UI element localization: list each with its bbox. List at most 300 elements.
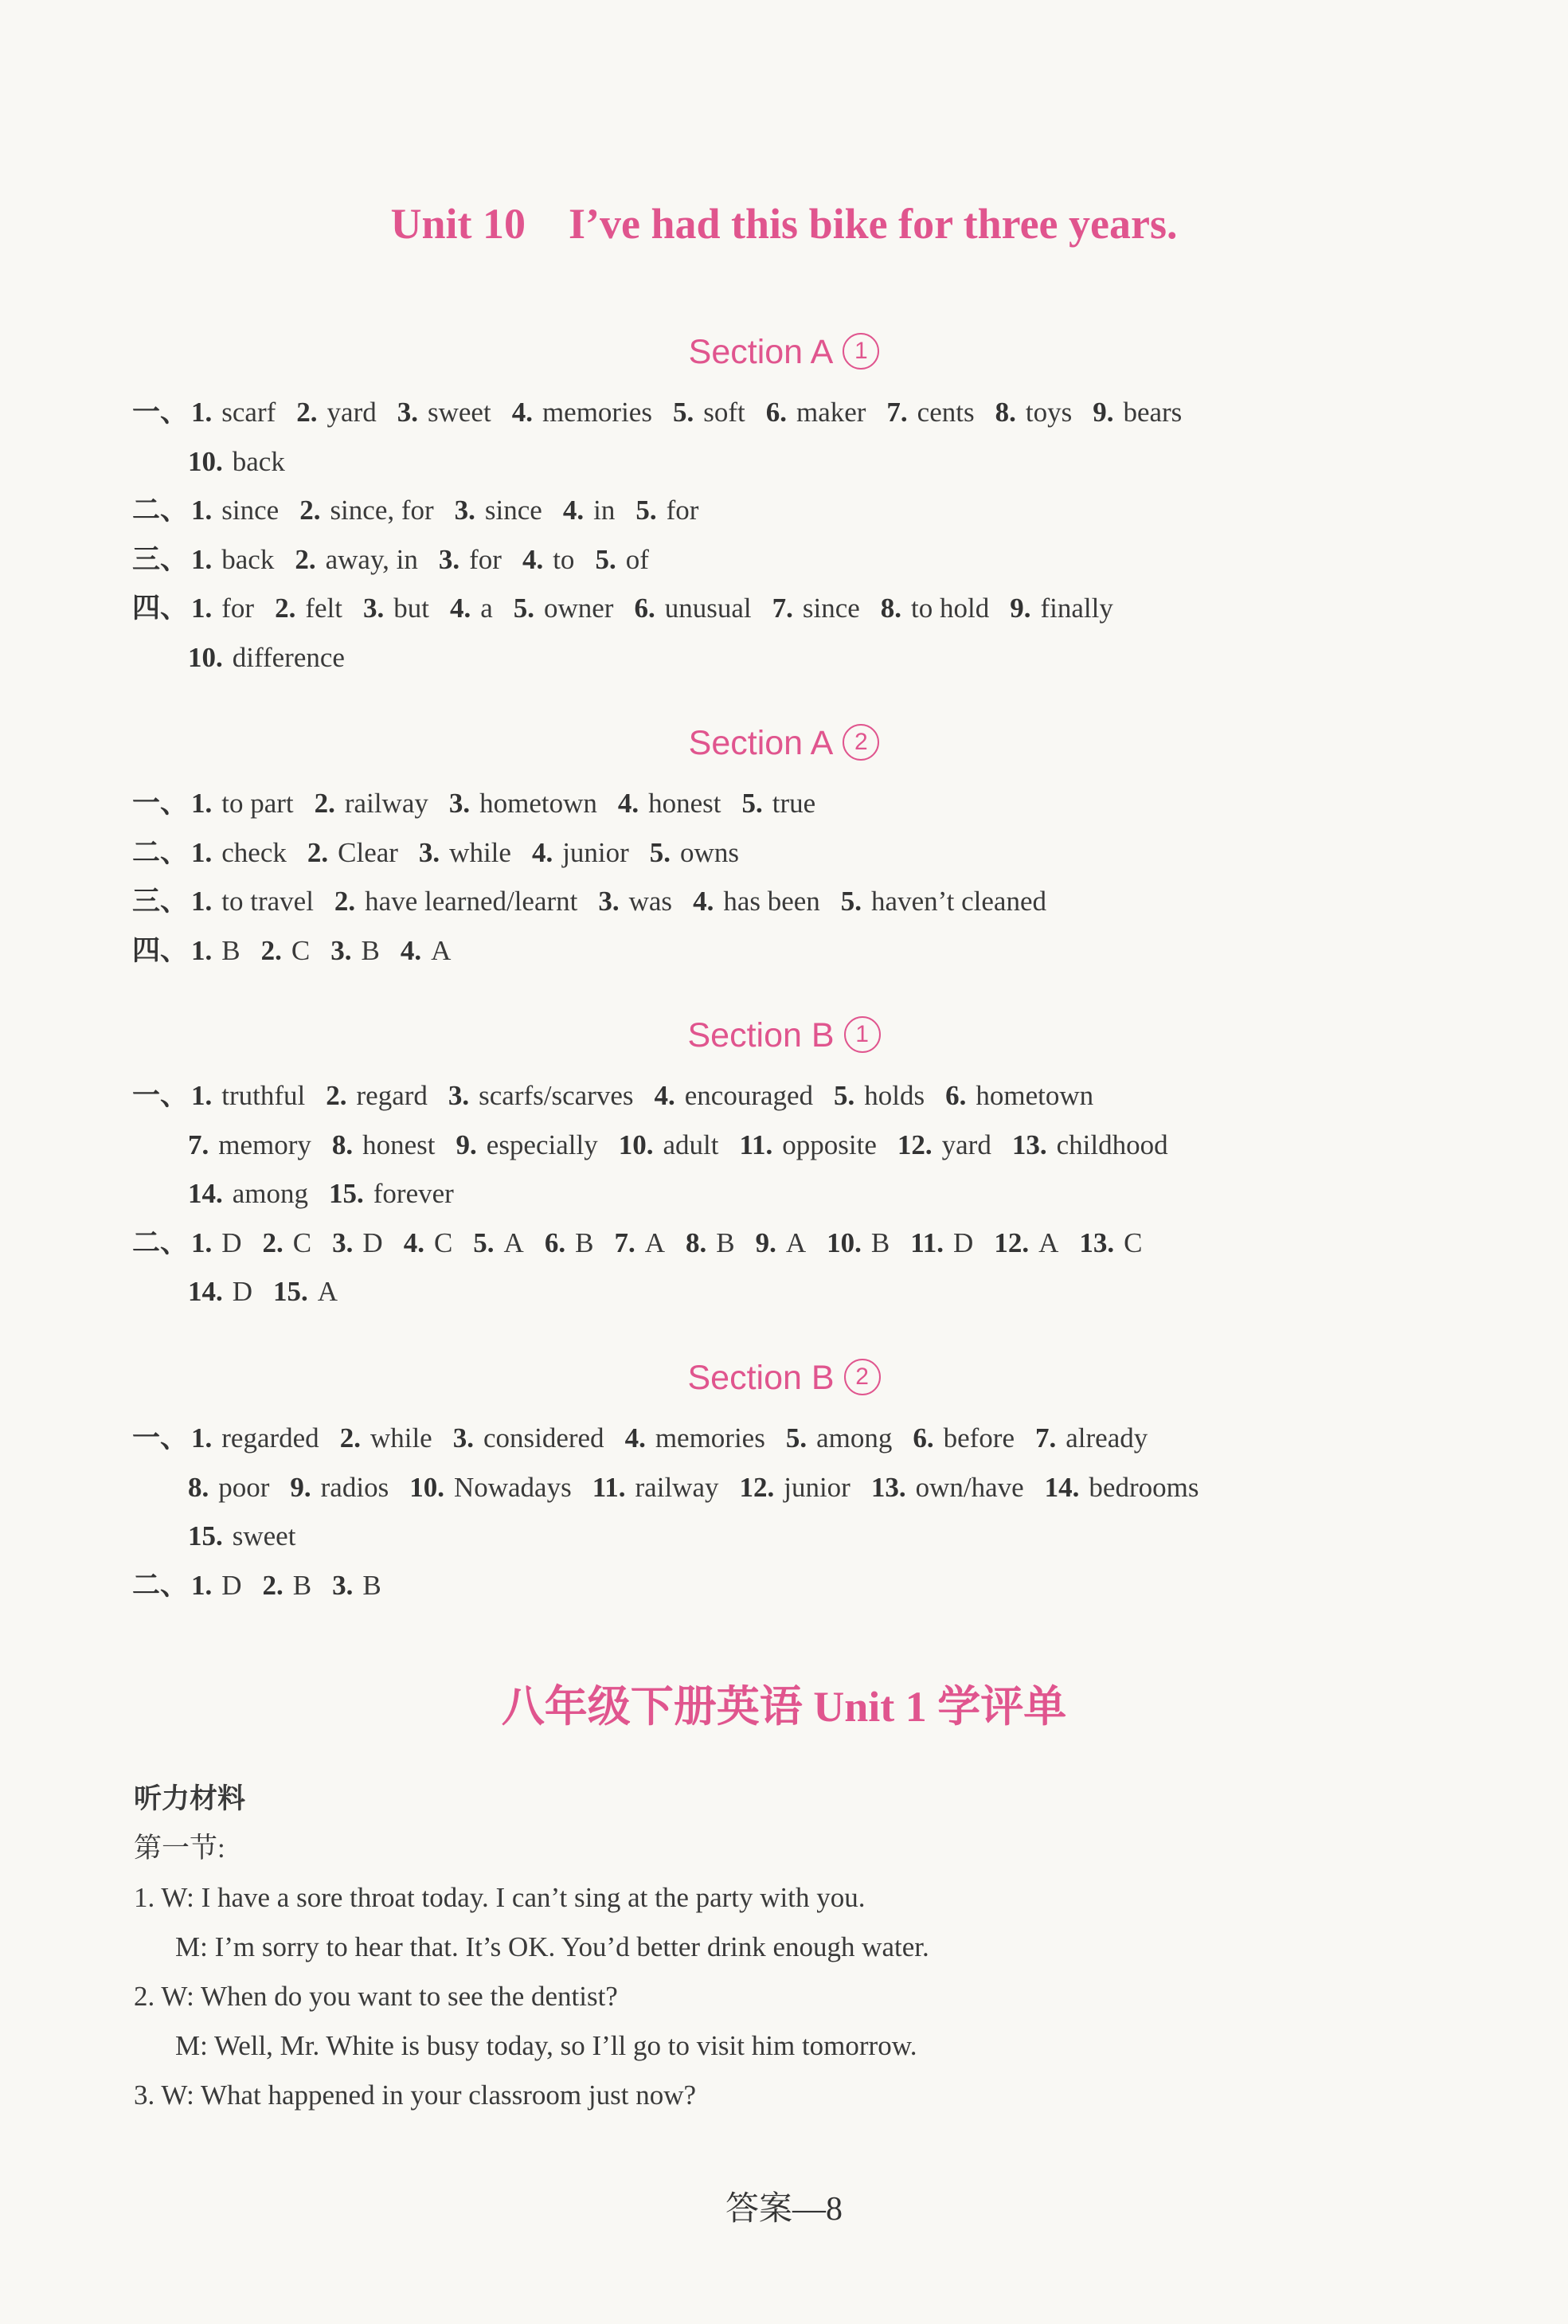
answer-number: 5. bbox=[595, 543, 616, 575]
listening-line: 1. W: I have a sore throat today. I can’t sing at the party with you. bbox=[134, 1882, 866, 1913]
answer-number: 3. bbox=[332, 1569, 354, 1601]
answer-text: B bbox=[575, 1227, 594, 1258]
question-group-label: 二、 bbox=[132, 1569, 189, 1601]
answer-item bbox=[404, 1223, 453, 1263]
answer-number: 15. bbox=[329, 1178, 364, 1209]
question-group-label: 一、 bbox=[132, 788, 189, 819]
answer-text: memory bbox=[218, 1129, 311, 1160]
answer-number: 2. bbox=[299, 495, 321, 526]
answer-item bbox=[522, 540, 574, 580]
question-group-label: 三、 bbox=[132, 886, 189, 917]
answer-text: C bbox=[291, 934, 311, 966]
answer-line bbox=[188, 1468, 1219, 1508]
answer-text: sweet bbox=[427, 397, 491, 428]
section-title bbox=[0, 331, 1568, 374]
answer-item bbox=[1035, 1418, 1148, 1458]
section-number-badge: 2 bbox=[844, 1359, 881, 1395]
answer-number: 3. bbox=[448, 1080, 470, 1111]
answer-item bbox=[409, 1468, 572, 1508]
answer-text: junior bbox=[784, 1471, 850, 1503]
answer-item bbox=[188, 1272, 252, 1312]
answer-text: D bbox=[362, 1227, 383, 1258]
answer-line bbox=[188, 638, 366, 678]
question-group-label: 一、 bbox=[132, 1422, 189, 1453]
section-title bbox=[0, 1014, 1568, 1057]
answer-item bbox=[673, 393, 745, 432]
answer-line bbox=[132, 491, 719, 530]
answer-item bbox=[191, 1076, 305, 1116]
answer-number: 14. bbox=[1044, 1471, 1080, 1503]
answer-number: 1. bbox=[191, 788, 213, 819]
answer-item bbox=[1079, 1223, 1142, 1263]
answer-text: but bbox=[393, 593, 429, 624]
answer-text: honest bbox=[648, 788, 721, 819]
answer-text: bears bbox=[1123, 397, 1183, 428]
answer-text: D bbox=[953, 1227, 974, 1258]
listening-heading: 听力材料 bbox=[134, 1783, 246, 1814]
answer-item bbox=[766, 393, 866, 432]
answer-item bbox=[191, 931, 240, 971]
answer-line bbox=[188, 1516, 316, 1556]
answer-number: 8. bbox=[995, 397, 1016, 428]
answer-item bbox=[315, 784, 428, 824]
answer-line bbox=[132, 1076, 1114, 1116]
answer-item bbox=[332, 1223, 383, 1263]
answer-item bbox=[456, 1125, 598, 1165]
eval-title: 八年级下册英语 Unit 1 学评单 bbox=[501, 1683, 1067, 1731]
answer-item bbox=[188, 442, 285, 482]
answer-text: railway bbox=[635, 1471, 719, 1503]
answer-item bbox=[786, 1418, 893, 1458]
answer-number: 10. bbox=[188, 641, 223, 673]
answer-text: to bbox=[553, 543, 575, 575]
answer-text: A bbox=[785, 1227, 807, 1258]
answer-text: B bbox=[221, 934, 240, 966]
answer-item bbox=[625, 1418, 765, 1458]
answer-item bbox=[614, 1223, 665, 1263]
answer-text: yard bbox=[941, 1129, 991, 1160]
answer-number: 4. bbox=[511, 397, 533, 428]
answer-item bbox=[655, 1076, 814, 1116]
answer-item bbox=[332, 1125, 436, 1165]
answer-text: scarfs/scarves bbox=[479, 1080, 634, 1111]
answer-text: for bbox=[221, 593, 255, 624]
answer-line bbox=[188, 1272, 358, 1312]
answer-number: 4. bbox=[693, 886, 714, 917]
answer-item bbox=[512, 393, 652, 432]
answer-number: 2. bbox=[296, 397, 318, 428]
answer-item bbox=[290, 1468, 389, 1508]
answer-item bbox=[1045, 1468, 1199, 1508]
answer-text: regard bbox=[356, 1080, 428, 1111]
answer-item bbox=[756, 1223, 807, 1263]
answer-item bbox=[871, 1468, 1024, 1508]
answer-number: 1. bbox=[191, 934, 213, 966]
answer-text: back bbox=[232, 445, 285, 477]
question-group-label: 一、 bbox=[132, 1080, 189, 1111]
answer-number: 3. bbox=[448, 788, 471, 819]
answer-item bbox=[739, 1468, 850, 1508]
listening-line: 2. W: When do you want to see the dentist? bbox=[134, 1981, 618, 2012]
answer-item bbox=[401, 931, 452, 971]
answer-item bbox=[191, 1418, 319, 1458]
answer-text: junior bbox=[562, 836, 629, 868]
answer-number: 2. bbox=[307, 836, 329, 868]
answer-number: 10. bbox=[618, 1129, 654, 1160]
answer-number: 1. bbox=[191, 836, 213, 868]
answer-item bbox=[598, 882, 672, 921]
answer-text: while bbox=[449, 836, 511, 868]
section-number-badge: 1 bbox=[844, 1016, 881, 1053]
answer-number: 2. bbox=[326, 1080, 347, 1111]
section-number-badge: 2 bbox=[843, 724, 879, 761]
answer-text: memories bbox=[542, 397, 652, 428]
answer-number: 13. bbox=[1079, 1227, 1115, 1258]
question-group-label: 二、 bbox=[132, 495, 189, 526]
answer-item bbox=[913, 1418, 1015, 1458]
answer-item bbox=[881, 589, 989, 628]
answer-item bbox=[191, 784, 294, 824]
section-title bbox=[0, 1356, 1568, 1399]
answer-line bbox=[132, 882, 1067, 921]
answer-item bbox=[448, 1076, 634, 1116]
answer-number: 9. bbox=[290, 1471, 311, 1503]
answer-text: forever bbox=[373, 1178, 454, 1209]
answer-text: felt bbox=[305, 593, 342, 624]
answer-item bbox=[191, 393, 276, 432]
answer-number: 13. bbox=[870, 1471, 906, 1503]
answer-number: 6. bbox=[765, 397, 787, 428]
answer-item bbox=[635, 491, 698, 530]
answer-line bbox=[132, 393, 1202, 432]
answer-text: of bbox=[625, 543, 649, 575]
answer-item bbox=[191, 491, 279, 530]
answer-item bbox=[995, 393, 1073, 432]
answer-text: B bbox=[362, 1569, 381, 1601]
answer-text: memories bbox=[655, 1422, 765, 1453]
answer-item bbox=[188, 1468, 269, 1508]
answer-text: cents bbox=[917, 397, 975, 428]
question-group-label: 二、 bbox=[132, 1227, 189, 1258]
answer-number: 9. bbox=[755, 1227, 776, 1258]
answer-number: 5. bbox=[513, 593, 534, 624]
answer-number: 12. bbox=[897, 1129, 933, 1160]
answer-text: Nowadays bbox=[453, 1471, 572, 1503]
answer-text: hometown bbox=[479, 788, 597, 819]
answer-number: 4. bbox=[522, 543, 544, 575]
answer-item bbox=[330, 931, 380, 971]
answer-number: 11. bbox=[739, 1129, 773, 1160]
answer-item bbox=[886, 393, 974, 432]
answer-number: 7. bbox=[886, 397, 908, 428]
answer-number: 7. bbox=[188, 1129, 209, 1160]
answer-text: to travel bbox=[221, 886, 314, 917]
answer-text: C bbox=[433, 1227, 453, 1258]
answer-text: true bbox=[772, 788, 816, 819]
answer-text: sweet bbox=[232, 1520, 296, 1551]
answer-text: for bbox=[469, 543, 502, 575]
answer-text: holds bbox=[864, 1080, 925, 1111]
answer-text: among bbox=[232, 1178, 309, 1209]
answer-number: 3. bbox=[452, 1422, 474, 1453]
answer-number: 2. bbox=[339, 1422, 361, 1453]
answer-item bbox=[693, 882, 820, 921]
answer-item bbox=[618, 784, 721, 824]
answer-number: 10. bbox=[188, 445, 223, 477]
answer-text: A bbox=[317, 1276, 338, 1307]
answer-text: railway bbox=[344, 788, 428, 819]
answer-number: 9. bbox=[456, 1129, 477, 1160]
answer-number: 4. bbox=[624, 1422, 646, 1453]
answer-number: 13. bbox=[1011, 1129, 1047, 1160]
answer-number: 4. bbox=[654, 1080, 675, 1111]
answer-text: radios bbox=[320, 1471, 389, 1503]
answer-text: A bbox=[644, 1227, 665, 1258]
answer-item bbox=[453, 1418, 604, 1458]
answer-number: 4. bbox=[403, 1227, 424, 1258]
answer-text: D bbox=[221, 1569, 242, 1601]
answer-item bbox=[307, 833, 398, 873]
answer-text: in bbox=[593, 495, 616, 526]
answer-text: own/have bbox=[915, 1471, 1024, 1503]
answer-text: B bbox=[292, 1569, 312, 1601]
answer-text: has been bbox=[723, 886, 820, 917]
answer-item bbox=[834, 1076, 925, 1116]
answer-line bbox=[132, 1566, 402, 1606]
question-group-label: 四、 bbox=[132, 593, 189, 624]
answer-item bbox=[994, 1223, 1058, 1263]
answer-number: 5. bbox=[672, 397, 694, 428]
answer-text: owns bbox=[680, 836, 739, 868]
answer-number: 2. bbox=[334, 886, 356, 917]
answer-number: 7. bbox=[614, 1227, 635, 1258]
section-title-text: Section B bbox=[687, 1016, 835, 1054]
answer-text: have learned/learnt bbox=[365, 886, 578, 917]
answer-text: maker bbox=[796, 397, 866, 428]
answer-number: 1. bbox=[191, 1080, 213, 1111]
answer-number: 14. bbox=[188, 1276, 223, 1307]
section-title-text: Section B bbox=[687, 1359, 835, 1397]
answer-item bbox=[191, 882, 314, 921]
answer-item bbox=[514, 589, 614, 628]
answer-text: for bbox=[666, 495, 699, 526]
answer-text: soft bbox=[703, 397, 745, 428]
section-title bbox=[0, 722, 1568, 765]
answer-item bbox=[188, 1174, 308, 1214]
answer-number: 12. bbox=[994, 1227, 1030, 1258]
answer-number: 1. bbox=[191, 495, 213, 526]
answer-item bbox=[191, 833, 287, 873]
answer-number: 1. bbox=[191, 1569, 213, 1601]
answer-item bbox=[1012, 1125, 1168, 1165]
answer-text: since bbox=[221, 495, 280, 526]
answer-number: 1. bbox=[191, 1422, 213, 1453]
answer-text: A bbox=[503, 1227, 524, 1258]
question-group-label: 一、 bbox=[132, 397, 189, 428]
answer-number: 5. bbox=[741, 788, 763, 819]
answer-number: 5. bbox=[635, 495, 657, 526]
answer-text: B bbox=[870, 1227, 890, 1258]
answer-number: 14. bbox=[188, 1178, 223, 1209]
answer-text: while bbox=[370, 1422, 432, 1453]
answer-number: 4. bbox=[400, 934, 422, 966]
answer-item bbox=[450, 589, 493, 628]
answer-item bbox=[1093, 393, 1182, 432]
answer-number: 2. bbox=[262, 1227, 283, 1258]
answer-item bbox=[439, 540, 502, 580]
answer-text: C bbox=[1124, 1227, 1143, 1258]
answer-number: 10. bbox=[409, 1471, 444, 1503]
answer-number: 9. bbox=[1093, 397, 1114, 428]
answer-number: 3. bbox=[598, 886, 620, 917]
answer-number: 1. bbox=[191, 543, 213, 575]
answer-text: hometown bbox=[976, 1080, 1094, 1111]
answer-number: 7. bbox=[1035, 1422, 1057, 1453]
answer-item bbox=[299, 491, 433, 530]
answer-number: 2. bbox=[275, 593, 296, 624]
listening-part: 第一节: bbox=[134, 1833, 225, 1864]
answer-number: 3. bbox=[418, 836, 440, 868]
answer-item bbox=[191, 589, 254, 628]
answer-line bbox=[188, 442, 306, 482]
answer-number: 8. bbox=[331, 1129, 354, 1160]
answer-number: 2. bbox=[314, 788, 335, 819]
listening-line: 3. W: What happened in your classroom just now? bbox=[134, 2079, 697, 2111]
answer-line bbox=[188, 1174, 475, 1214]
listening-line: M: I’m sorry to hear that. It’s OK. You’d better drink enough water. bbox=[175, 1931, 929, 1962]
answer-text: before bbox=[943, 1422, 1015, 1453]
answer-text: was bbox=[628, 886, 673, 917]
answer-line bbox=[132, 833, 760, 873]
answer-text: truthful bbox=[221, 1080, 306, 1111]
answer-text: among bbox=[816, 1422, 893, 1453]
answer-item bbox=[191, 1223, 242, 1263]
answer-text: regarded bbox=[221, 1422, 319, 1453]
answer-line bbox=[132, 1418, 1168, 1458]
answer-item bbox=[449, 784, 597, 824]
answer-number: 6. bbox=[945, 1080, 967, 1111]
answer-text: C bbox=[292, 1227, 312, 1258]
answer-text: B bbox=[361, 934, 380, 966]
answer-number: 5. bbox=[840, 886, 862, 917]
answer-number: 11. bbox=[592, 1471, 626, 1503]
answer-text: toys bbox=[1025, 397, 1073, 428]
answer-item bbox=[263, 1223, 312, 1263]
answer-item bbox=[296, 393, 376, 432]
answer-number: 3. bbox=[362, 593, 385, 624]
answer-number: 5. bbox=[785, 1422, 807, 1453]
answer-number: 6. bbox=[913, 1422, 934, 1453]
answer-number: 6. bbox=[634, 593, 655, 624]
answer-item bbox=[261, 931, 311, 971]
answer-number: 8. bbox=[685, 1227, 707, 1258]
answer-item bbox=[295, 540, 418, 580]
listening-line: M: Well, Mr. White is busy today, so I’ll go to visit him tomorrow. bbox=[175, 2030, 917, 2061]
answer-item bbox=[329, 1174, 454, 1214]
answer-text: poor bbox=[218, 1471, 270, 1503]
answer-number: 8. bbox=[188, 1471, 209, 1503]
answer-item bbox=[841, 882, 1046, 921]
answer-number: 4. bbox=[531, 836, 553, 868]
answer-text: a bbox=[480, 593, 493, 624]
answer-text: scarf bbox=[221, 397, 276, 428]
answer-text: to hold bbox=[911, 593, 990, 624]
answer-item bbox=[827, 1223, 890, 1263]
answer-text: opposite bbox=[782, 1129, 877, 1160]
answer-number: 3. bbox=[330, 934, 352, 966]
answer-item bbox=[742, 784, 816, 824]
answer-item bbox=[619, 1125, 719, 1165]
answer-number: 5. bbox=[473, 1227, 495, 1258]
answer-text: check bbox=[221, 836, 287, 868]
answer-item bbox=[263, 1566, 312, 1606]
answer-number: 15. bbox=[188, 1520, 223, 1551]
answer-number: 7. bbox=[772, 593, 793, 624]
unit-title: Unit 10 I’ve had this bike for three years. bbox=[390, 200, 1178, 248]
answer-item bbox=[397, 393, 491, 432]
answer-number: 1. bbox=[191, 397, 213, 428]
answer-text: back bbox=[221, 543, 275, 575]
answer-text: B bbox=[716, 1227, 735, 1258]
answer-number: 6. bbox=[544, 1227, 566, 1258]
answer-text: to part bbox=[221, 788, 294, 819]
answer-item bbox=[563, 491, 615, 530]
answer-item bbox=[340, 1418, 432, 1458]
answer-number: 10. bbox=[827, 1227, 862, 1258]
answer-number: 3. bbox=[438, 543, 460, 575]
answer-item bbox=[595, 540, 648, 580]
answer-item bbox=[191, 540, 274, 580]
answer-number: 15. bbox=[273, 1276, 308, 1307]
answer-item bbox=[686, 1223, 735, 1263]
answer-text: especially bbox=[486, 1129, 598, 1160]
answer-number: 5. bbox=[834, 1080, 855, 1111]
answer-line bbox=[132, 784, 836, 824]
answer-line bbox=[132, 540, 670, 580]
answer-line bbox=[132, 931, 471, 971]
answer-number: 1. bbox=[191, 886, 213, 917]
section-title-text: Section A bbox=[688, 724, 834, 762]
answer-text: adult bbox=[663, 1129, 719, 1160]
answer-item bbox=[326, 1076, 428, 1116]
answer-line bbox=[188, 1125, 1189, 1165]
answer-text: since bbox=[484, 495, 542, 526]
answer-item bbox=[650, 833, 739, 873]
answer-number: 2. bbox=[262, 1569, 283, 1601]
answer-number: 5. bbox=[649, 836, 671, 868]
section-number-badge: 1 bbox=[843, 333, 879, 370]
answer-item bbox=[334, 882, 577, 921]
answer-item bbox=[592, 1468, 719, 1508]
answer-text: childhood bbox=[1056, 1129, 1168, 1160]
answer-item bbox=[188, 1125, 311, 1165]
answer-number: 4. bbox=[617, 788, 639, 819]
answer-item bbox=[1010, 589, 1113, 628]
answer-item bbox=[273, 1272, 338, 1312]
answer-item bbox=[910, 1223, 973, 1263]
answer-item bbox=[188, 1516, 295, 1556]
answer-line bbox=[132, 1223, 1163, 1263]
answer-text: unusual bbox=[664, 593, 752, 624]
answer-number: 9. bbox=[1010, 593, 1031, 624]
answer-text: since, for bbox=[330, 495, 434, 526]
answer-text: A bbox=[431, 934, 452, 966]
answer-text: difference bbox=[232, 641, 345, 673]
answer-text: Clear bbox=[338, 836, 398, 868]
answer-text: owner bbox=[544, 593, 614, 624]
answer-text: away, in bbox=[325, 543, 418, 575]
answer-number: 12. bbox=[739, 1471, 775, 1503]
